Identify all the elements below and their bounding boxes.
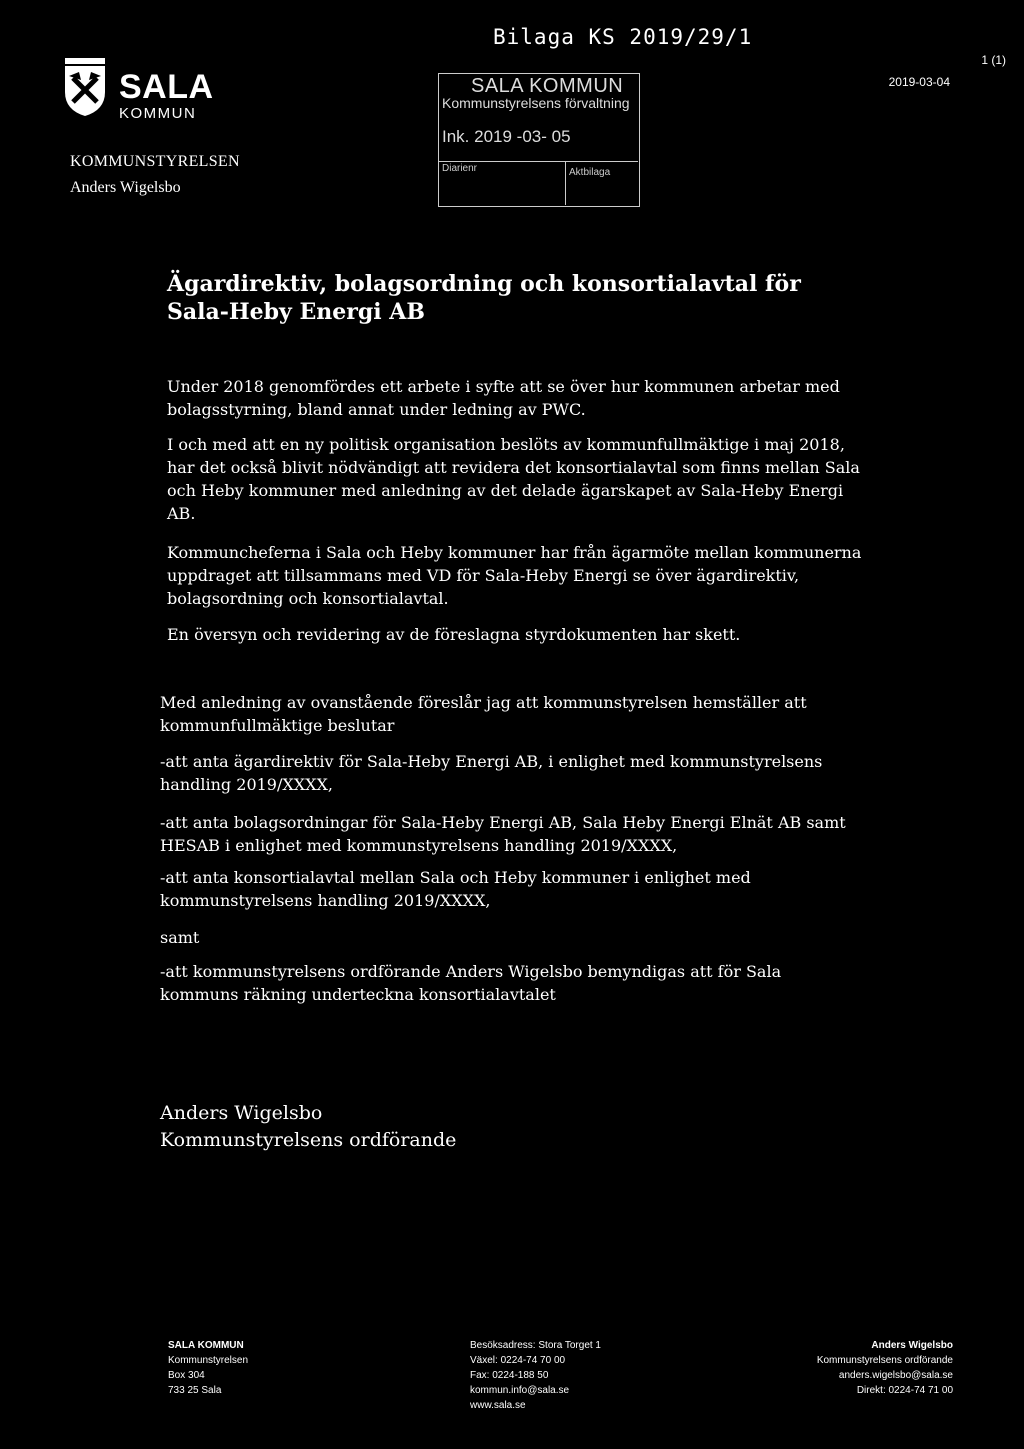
paragraph-organisation: I och med att en ny politisk organisation beslöts av kommunfullmäktige i maj 2018, har det också blivit nödvändigt att revidera det konsortialavtal som finns mellan Sala och Heby kommuner med anledning av det delade ägarskapet av Sala-Heby Energi AB. xyxy=(167,435,860,523)
footer-dept: Kommunstyrelsen xyxy=(168,1355,249,1366)
stamp-divider xyxy=(438,161,638,162)
logo-name: SALA xyxy=(119,68,214,106)
paragraph-background: Under 2018 genomfördes ett arbete i syfte att se över hur kommunen arbetar med bolagsstyrning, bland annat under ledning av PWC. xyxy=(167,377,840,419)
footer-email: kommun.info@sala.se xyxy=(470,1385,570,1396)
proposal-item-konsortialavtal: -att anta konsortialavtal mellan Sala och Heby kommuner i enlighet med kommunstyrelsens handling 2019/XXXX, xyxy=(160,868,751,910)
footer-website: www.sala.se xyxy=(470,1400,526,1411)
stamp-organization: SALA KOMMUN xyxy=(471,75,624,97)
sala-kommun-logo xyxy=(57,52,247,122)
footer-org: SALA KOMMUN xyxy=(168,1340,244,1351)
stamp-received-date: Ink. 2019 -03- 05 xyxy=(442,127,571,146)
document-title: Ägardirektiv, bolagsordning och konsortialavtal för Sala-Heby Energi AB xyxy=(167,271,801,325)
attachment-reference: Bilaga KS 2019/29/1 xyxy=(493,25,753,49)
signature-title: Kommunstyrelsens ordförande xyxy=(160,1129,457,1151)
paragraph-review: En översyn och revidering av de föreslagna styrdokumenten har skett. xyxy=(167,625,741,644)
footer-visit-address: Besöksadress: Stora Torget 1 xyxy=(470,1340,601,1351)
stamp-department: Kommunstyrelsens förvaltning xyxy=(442,95,630,111)
page-number: 1 (1) xyxy=(981,53,1006,67)
stamp-column-divider xyxy=(565,161,566,205)
footer-box: Box 304 xyxy=(168,1370,205,1381)
proposal-intro: Med anledning av ovanstående föreslår jag att kommunstyrelsen hemställer att kommunfullmäktige beslutar xyxy=(160,693,807,735)
logo-subtitle: KOMMUN xyxy=(119,105,197,122)
stamp-aktbilaga-label: Aktbilaga xyxy=(569,167,611,178)
stamp-diarienr-label: Diarienr xyxy=(442,163,478,174)
signature-name: Anders Wigelsbo xyxy=(160,1102,323,1124)
paragraph-assignment: Kommuncheferna i Sala och Heby kommuner har från ägarmöte mellan kommunerna uppdraget att tillsammans med VD för Sala-Heby Energi se över ägardirektiv, bolagsordning och konsortialavtal. xyxy=(167,543,862,608)
author-name: Anders Wigelsbo xyxy=(70,179,181,196)
footer-fax: Fax: 0224-188 50 xyxy=(470,1370,549,1381)
proposal-item-bolagsordning: -att anta bolagsordningar för Sala-Heby Energi AB, Sala Heby Energi Elnät AB samt HESAB i enlighet med kommunstyrelsens handling 2019/XXXX, xyxy=(160,813,846,855)
proposal-item-agardirektiv: -att anta ägardirektiv för Sala-Heby Energi AB, i enlighet med kommunstyrelsens handling 2019/XXXX, xyxy=(160,752,823,794)
footer-person-phone: Direkt: 0224-74 71 00 xyxy=(856,1385,953,1396)
received-stamp xyxy=(438,73,640,205)
proposal-item-signing: -att kommunstyrelsens ordförande Anders Wigelsbo bemyndigas att för Sala kommuns räkning underteckna konsortialavtalet xyxy=(160,962,782,1004)
department-name: KOMMUNSTYRELSEN xyxy=(70,153,240,170)
document-date: 2019-03-04 xyxy=(888,75,950,89)
proposal-samt: samt xyxy=(160,928,200,947)
footer-contact xyxy=(470,1338,601,1413)
footer-postcode: 733 25 Sala xyxy=(168,1385,222,1396)
footer-person-name: Anders Wigelsbo xyxy=(871,1340,953,1351)
footer-person xyxy=(770,1338,953,1398)
footer-address xyxy=(168,1338,248,1398)
coat-of-arms-icon xyxy=(59,58,111,118)
footer-person-title: Kommunstyrelsens ordförande xyxy=(816,1355,953,1366)
footer-person-email: anders.wigelsbo@sala.se xyxy=(838,1370,953,1381)
footer-switchboard: Växel: 0224-74 70 00 xyxy=(470,1355,566,1366)
